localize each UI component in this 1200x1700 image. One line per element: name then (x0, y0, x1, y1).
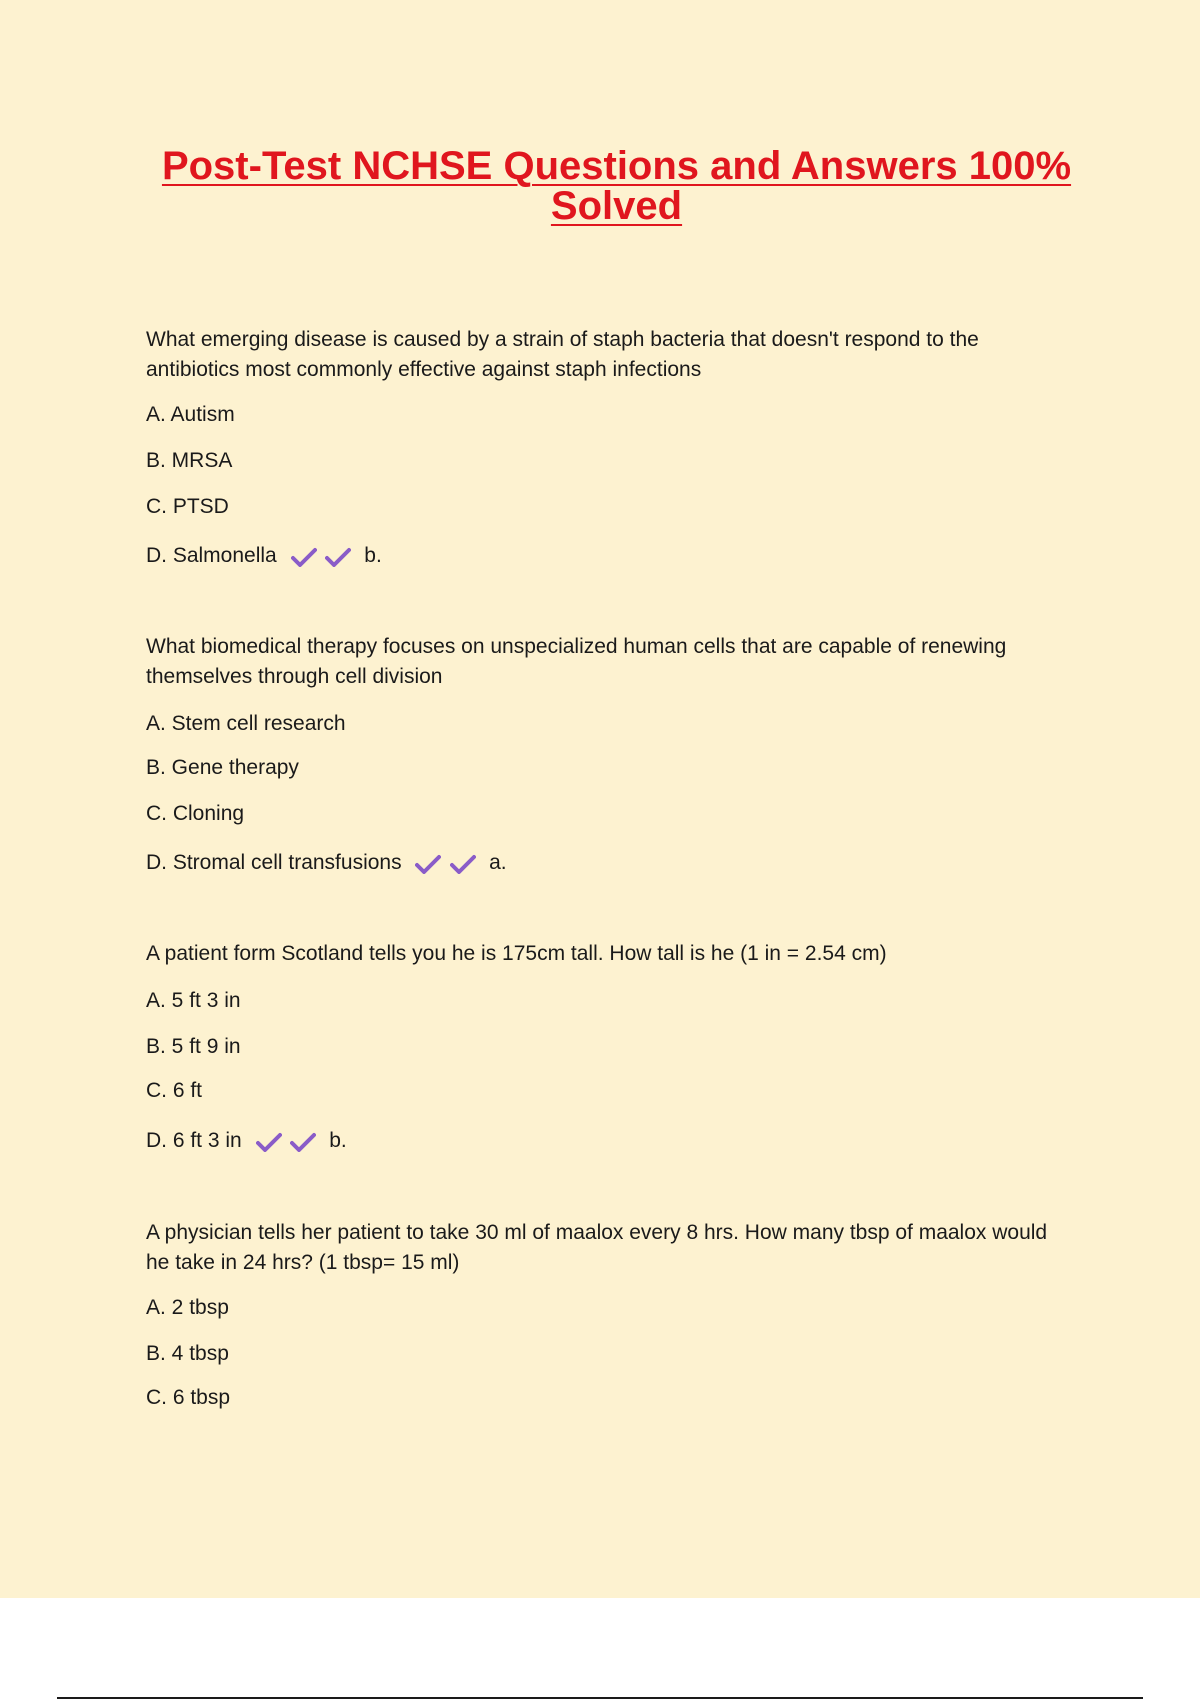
question-4-text: A physician tells her patient to take 30 ml of maalox every 8 hrs. How many tbsp of maalox would he take in 24 hrs? (1 tbsp= 15 ml) (146, 1221, 1048, 1274)
question-2-option-a: A. Stem cell research (146, 712, 346, 735)
question-4-option-a: A. 2 tbsp (146, 1296, 229, 1319)
answer-checks (415, 850, 479, 876)
question-1-option-c: C. PTSD (146, 495, 229, 518)
question-3-option-a: A. 5 ft 3 in (146, 989, 241, 1012)
question-3-option-d-line (146, 1128, 347, 1154)
question-2-option-c: C. Cloning (146, 802, 245, 825)
question-2-option-d: D. Stromal cell transfusions (146, 851, 402, 874)
title-line-2: Solved (550, 184, 683, 228)
check-mark-icon (290, 1132, 316, 1152)
question-3-answer: b. (329, 1129, 347, 1152)
question-3-option-b: B. 5 ft 9 in (146, 1035, 241, 1058)
question-4-option-b: B. 4 tbsp (146, 1342, 229, 1365)
question-3-option-c: C. 6 ft (146, 1079, 203, 1102)
question-3-text: A patient form Scotland tells you he is 175cm tall. How tall is he (1 in = 2.54 cm) (146, 942, 887, 965)
question-1-option-a: A. Autism (146, 403, 235, 426)
answer-checks (256, 1128, 320, 1154)
question-1-answer: b. (364, 544, 382, 567)
document-title (120, 146, 1113, 226)
check-mark-icon (291, 547, 317, 567)
question-1-text: What emerging disease is caused by a strain of staph bacteria that doesn't respond to the antibiotics most commonly effective against staph infections (146, 328, 979, 381)
question-2-option-b: B. Gene therapy (146, 756, 299, 779)
title-line-1: Post-Test NCHSE Questions and Answers 100% (161, 144, 1072, 188)
question-2-text: What biomedical therapy focuses on unspecialized human cells that are capable of renewing themselves through cell division (146, 635, 1007, 688)
answer-checks (291, 543, 355, 569)
footer-divider (57, 1697, 1143, 1699)
question-3-option-d: D. 6 ft 3 in (146, 1129, 242, 1152)
check-mark-icon (415, 854, 441, 874)
question-1-option-d-line (146, 543, 382, 569)
question-2-answer: a. (489, 851, 507, 874)
check-mark-icon (450, 854, 476, 874)
question-1-option-d: D. Salmonella (146, 544, 277, 567)
check-mark-icon (325, 547, 351, 567)
question-1-option-b: B. MRSA (146, 449, 233, 472)
check-mark-icon (256, 1132, 282, 1152)
question-4-option-c: C. 6 tbsp (146, 1386, 231, 1409)
question-2-option-d-line (146, 850, 507, 876)
